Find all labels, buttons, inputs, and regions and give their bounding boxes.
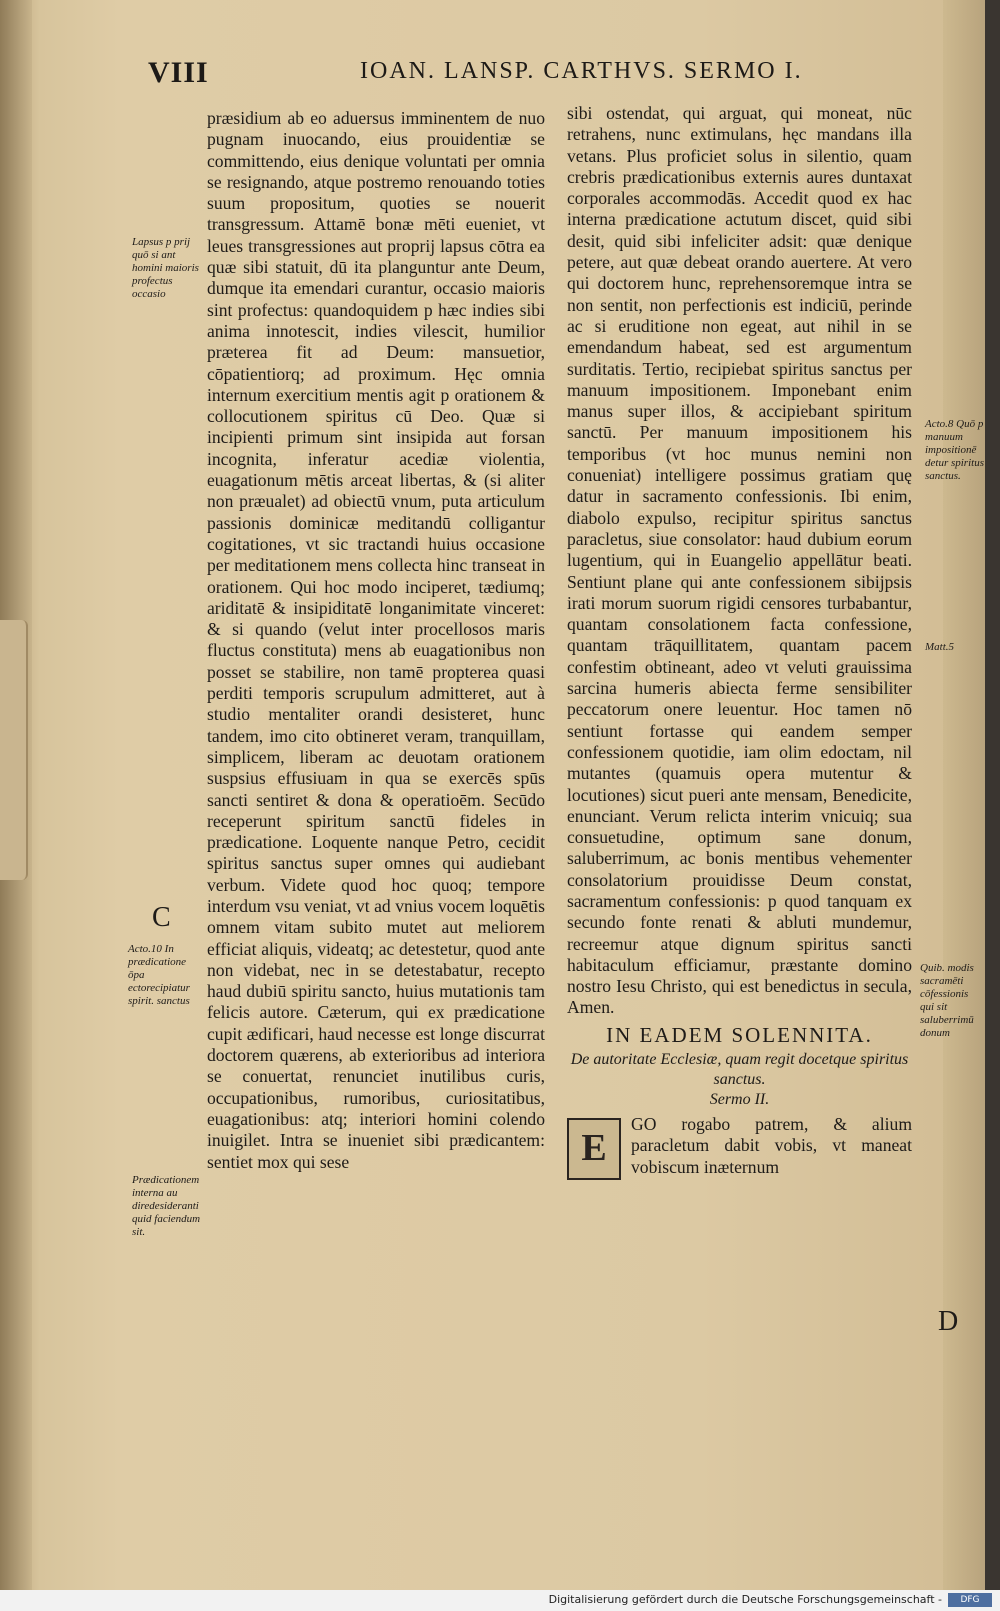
- margin-letter-c: C: [152, 902, 171, 933]
- margin-note-acto8: Acto.8 Quō p manuum impositionē detur spiritus sanctus.: [925, 418, 984, 482]
- section-heading: IN EADEM SOLENNITA.: [606, 1022, 873, 1047]
- footer-bar: [0, 1590, 1000, 1611]
- left-column: [207, 108, 545, 1173]
- margin-note-acto10: Acto.10 In prædicatione ōpa ectorecipiatur spirit. sanctus: [128, 943, 190, 1007]
- margin-letter-d: D: [938, 1306, 959, 1337]
- page-clip: [0, 620, 28, 880]
- left-text: præsidium ab eo aduersus imminentem de nuo pugnam inuocando, eius prouidentiæ se committendo, eius denique voluntati per omnia se resignando, atque postremo renouando toties suum propositum, quoties se nouerit transgressum. Attamē bonæ mēti eueniet, vt leues transgressiones aut proprij lapsus cōtra ea quæ sibi statuit, dū ita planguntur ante Deum, dumque ita emendari curantur, occasio maioris sint profectus: quandoquidem p hæc indies sibi anima innotescit, indies vilescit, humilior præterea fit ad Deum: mansuetior, cōpatientiorq; ad proximum. Hęc omnia internum exercitium mentis agit p orationem & collocutionem spiritus cū Deo. Quæ si incipienti primum sint insipida aut forsan incognita, inferatur acediæ violentia, euagationum mētis arceat libertas, & (si aliter non præualet) ad obiectū vnum, puta articulum passionis dominicæ meditandū colligantur cogitationes, vt sic tractandi huius occasione per meditationem mens collecta hinc transeat in orationem. Qui hoc modo inciperet, tædiumq; ariditatē & insipiditatē longanimitate vinceret: & si quando (velut inter procellosos maris fluctus constituta) mens ab euagationibus non posset se stabilire, non tamē propterea quasi perditi temporis scrupulum admitteret, aut à studio mentaliter orandi desisteret, hunc tandem, imo cito obtineret veram, tranquillam, simplicem, liberam ac deuotam orationem suspsius effusiuam in qua se exercēs spūs sancti sentiret & dona & operatioēm. Secūdo receperunt spiritum sanctū fideles in prædicatione. Loquente nanque Petro, cecidit spiritus sanctus super omnes qui audiebant verbum. Videte quod hoc quoq; tempore interdum vsu veniat, vt ad vnius vocem loquētis omnem vitam subito mutet aut meliorem efficiat aliquis, videatq; ac detestetur, quod ante non videbat, nec in se detestabatur, recepto haud dubiū spiritu sancto, huius mutationis tam felicis autore. Cæterum, qui ex prædicatione cupit ædificari, haud necesse est longe discurrat doctorem quærens, ab exterioribus ad interiora se conuertat, renunciet inutilibus curis, occupationibus, rumoribus, curiositatibus, euagationibus: atq; interiori homini colendo inuigilet. Intra se inueniet sibi prædicantem: sentiet mox qui sese: [207, 108, 545, 1172]
- margin-note-praedica: Prædicationem interna au diredesideranti quid faciendum sit.: [132, 1174, 201, 1238]
- footer-credit: Digitalisierung gefördert durch die Deutsche Forschungsgemeinschaft -: [548, 1593, 942, 1606]
- right-column: [567, 103, 912, 1180]
- sermon-opening-text: GO rogabo patrem, & alium paracletum dabit vobis, vt maneat vobiscum inæternum: [631, 1114, 912, 1177]
- margin-note-lapsus: Lapsus p prij quō si ant homini maioris profectus occasio: [132, 236, 199, 300]
- sermon-opening: [567, 1114, 912, 1178]
- dfg-logo: DFG: [948, 1593, 992, 1607]
- page-header: [150, 56, 900, 96]
- section-subtitle: De autoritate Ecclesiæ, quam regit docetque spiritus sanctus.: [570, 1051, 909, 1089]
- running-title: IOAN. LANSP. CARTHVS. SERMO I.: [360, 58, 803, 84]
- sermo-label: Sermo II.: [709, 1091, 770, 1109]
- decorated-initial: E: [567, 1118, 621, 1180]
- margin-note-quib: Quib. modis sacramēti cōfessionis qui sit saluberrimū donum: [920, 962, 974, 1039]
- folio-number: VIII: [148, 56, 209, 89]
- margin-note-matt: Matt.5: [925, 641, 955, 653]
- next-page-edge: [943, 0, 985, 1590]
- right-text: sibi ostendat, qui arguat, qui moneat, nūc retrahens, nunc extimulans, hęc mandans illa vetans. Plus proficiet solus in silentio, quam crebris prædicationibus externis aures duntaxat corporales accommodās. Accedit quod ex hac interna prædicatione actutum discet, quid sibi desit, quid sibi infeliciter adsit: quæ denique petere, aut quæ debeat orando auertere. At vero qui doctorem hunc, reprehensoremque intra se non sentit, non perfectionis est indiciū, perinde ac si eruditione non egeat, aut nihil in se emendandum habeat, sed est argumentum surditatis. Tertio, recipiebat spiritus sanctus per manuum impositionem. Imponebant enim manus super illos, & accipiebant spiritum sanctū. Per manuum impositionem his temporibus (vt hoc munus nemini non conueniat) intelligere possimus gratiam quę datur in sacramento confessionis. Ibi enim, diabolo expulso, recipitur spiritus sanctus paracletus, siue consolator: haud dubium eorum lugentium, qui in Euangelio appellātur beati. Sentiunt plane qui ante confessionem sibijpsis irati morum suorum rigidi censores turbabantur, quantam consolationem facta confessione, quantam trāquillitatem, quantam pacem confestim obtineant, adeo vt veluti grauissima sarcina humeris abiecta ferme sensibiliter peccatorum onere leuentur. Hoc tamen nō sentiunt fortasse qui eandem semper confessionem quotidie, iam olim edoctam, nil mutantes (quamuis opera mutentur & locutiones) sicut pueri ante mensam, Benedicite, enunciant. Verum relicta interim vnicuiq; sua consuetudine, optimum sane donum, saluberrimum, ac bonis mentibus vehementer consolatorium prouidisse Deum constat, sacramentum confessionis: p quod tanquam ex secundo fonte renati & abluti mundemur, recreemur atque dignum spiritus sancti habitaculum efficiamur, præstante domino nostro Iesu Christo, qui est benedictus in secula, Amen.: [567, 103, 912, 1018]
